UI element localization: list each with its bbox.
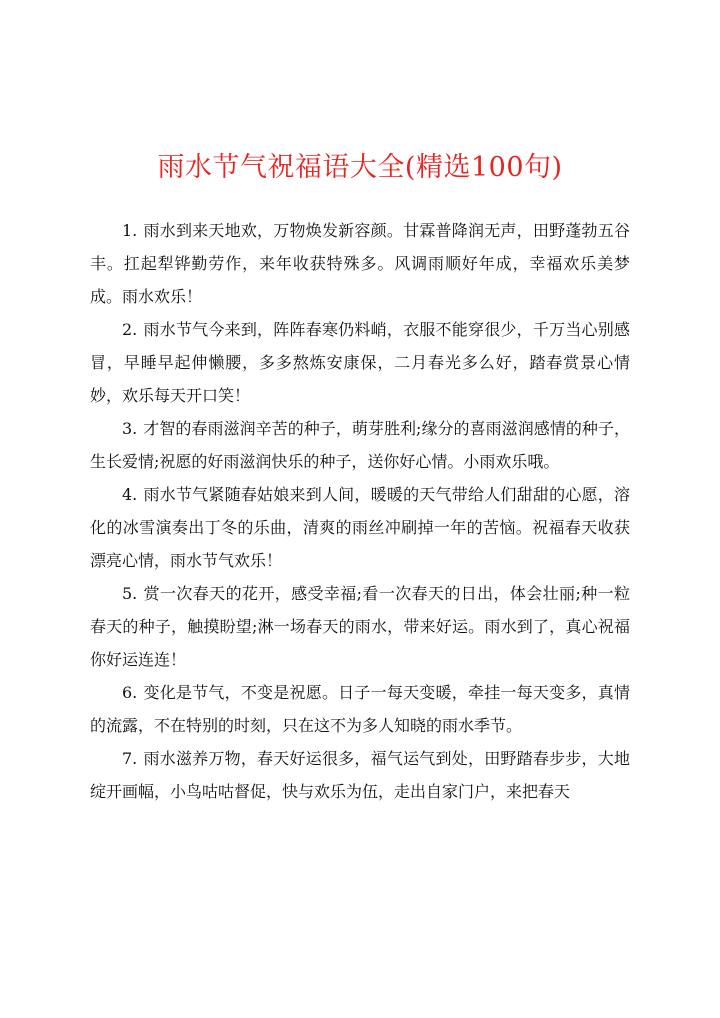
list-item: [90, 412, 630, 478]
list-item: [90, 676, 630, 742]
item-number: 6.: [122, 683, 138, 702]
item-text: 才智的春雨滋润辛苦的种子，萌芽胜利;缘分的喜雨滋润感情的种子，生长爱情;祝愿的好雨滋润快乐的种子，送你好心情。小雨欢乐哦。: [90, 419, 630, 471]
document-body: [90, 214, 630, 808]
document-title: 雨水节气祝福语大全(精选100句): [157, 152, 563, 183]
list-item: [90, 214, 630, 313]
item-text: 雨水节气紧随春姑娘来到人间，暖暖的天气带给人们甜甜的心愿，溶化的冰雪演奏出丁冬的乐曲，清爽的雨丝冲刷掉一年的苦恼。祝福春天收获漂亮心情，雨水节气欢乐！: [90, 485, 630, 570]
item-number: 4.: [122, 485, 138, 504]
item-text: 雨水滋养万物，春天好运很多，福气运气到处，田野踏春步步，大地绽开画幅，小鸟咕咕督促，快与欢乐为伍，走出自家门户，来把春天: [90, 749, 630, 801]
item-text: 变化是节气，不变是祝愿。日子一每天变暖，牵挂一每天变多，真情的流露，不在特别的时刻，只在这不为多人知晓的雨水季节。: [90, 683, 630, 735]
item-text: 赏一次春天的花开，感受幸福;看一次春天的日出，体会壮丽;种一粒春天的种子，触摸盼望;淋一场春天的雨水，带来好运。雨水到了，真心祝福你好运连连！: [90, 584, 630, 669]
item-number: 1.: [122, 221, 138, 240]
list-item: [90, 478, 630, 577]
list-item: [90, 313, 630, 412]
item-number: 5.: [122, 584, 138, 603]
list-item: [90, 577, 630, 676]
item-number: 2.: [122, 320, 138, 339]
item-text: 雨水节气今来到，阵阵春寒仍料峭，衣服不能穿很少，千万当心别感冒，早睡早起伸懒腰，多多熬炼安康保，二月春光多么好，踏春赏景心情妙，欢乐每天开口笑！: [90, 320, 630, 405]
list-item: [90, 742, 630, 808]
item-number: 3.: [122, 419, 138, 438]
item-text: 雨水到来天地欢，万物焕发新容颜。甘霖普降润无声，田野蓬勃五谷丰。扛起犁铧勤劳作，来年收获特殊多。风调雨顺好年成，幸福欢乐美梦成。雨水欢乐！: [90, 221, 630, 306]
item-number: 7.: [122, 749, 138, 768]
